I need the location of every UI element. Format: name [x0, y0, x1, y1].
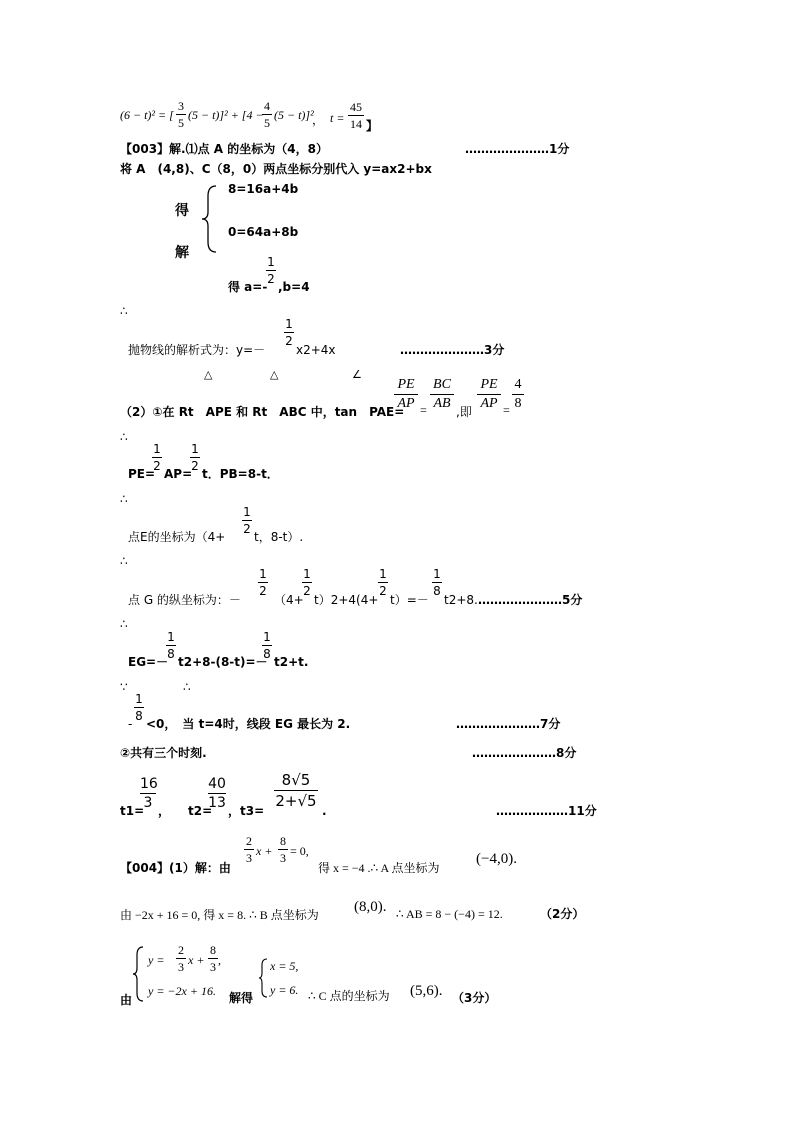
score-8: …………………8分 [472, 746, 577, 760]
point-c-coords: (5,6). [410, 983, 443, 999]
ab-length: ∴ AB = 8 − (−4) = 12. [396, 907, 503, 921]
eg-a: t2+8-(8-t)=－ [178, 655, 268, 669]
part2-text: （2）①在 Rt APE 和 Rt ABC 中，tan PAE= [120, 405, 405, 419]
pe-line-c: t．PB=8-t． [202, 467, 279, 481]
negative-sign: - [128, 717, 133, 731]
point-g-prefix: 点 G 的纵坐标为：－ [128, 593, 241, 607]
equals-sign: = [420, 403, 427, 417]
angle-symbol: ∠ [352, 368, 362, 381]
top-equation-comma: ， [312, 113, 325, 127]
result-b: ,b=4 [278, 280, 310, 294]
point-e-suffix: t，8-t）. [254, 530, 304, 544]
sys-eq1-b: x + [188, 953, 205, 967]
top-equation-mid1: (5 − t)]² + [4 − [188, 108, 264, 122]
therefore-symbol: ∴ [120, 554, 128, 568]
t1-label: t1= [120, 804, 145, 818]
parabola-prefix: 抛物线的解析式为：y=－ [128, 343, 266, 357]
fraction-8sqrt5: 8√5 2+√5 [275, 771, 317, 810]
fraction-pe-ap: PE AP [394, 377, 418, 412]
point-c-text: ∴ C 点的坐标为 [308, 989, 390, 1003]
parabola-suffix: x2+4x [296, 343, 336, 357]
therefore-symbol: ∴ [120, 617, 128, 631]
fraction-1-2: 1 2 [303, 567, 311, 598]
fraction-1-2: 1 2 [379, 567, 387, 598]
equals-zero: = 0, [290, 844, 309, 858]
p003-heading: 【003】解.⑴点 A 的坐标为（4，8） [120, 142, 328, 156]
fraction-8-3: 8 3 [210, 943, 216, 974]
point-a-coords: (−4,0). [476, 851, 517, 867]
solve-x-text: 得 x = −4 .∴ A 点坐标为 [318, 861, 440, 875]
fraction-8-3: 8 3 [280, 834, 286, 865]
therefore-symbol: ∴ [120, 492, 128, 506]
fraction-pe-ap-2: PE AP [477, 377, 501, 412]
three-moments-text: ②共有三个时刻. [120, 746, 207, 760]
p004-heading: 【004】(1）解：由 [120, 861, 231, 875]
fraction-1-2: 1 2 [191, 442, 199, 473]
solve-text: 解得 [229, 991, 254, 1005]
top-equation-t: t = [330, 111, 345, 125]
t3-label: ，t3= [228, 804, 265, 818]
you-text: 由 [120, 993, 133, 1007]
sys-eq1-a: y = [148, 953, 165, 967]
point-g-c: t）=－ [390, 593, 429, 607]
top-equation-close: 】 [366, 119, 379, 133]
label-de: 得 [175, 203, 189, 219]
sys-eq1-comma: , [218, 953, 221, 967]
score-7: …………………7分 [456, 717, 561, 731]
fraction-1-2: 1 2 [153, 442, 161, 473]
therefore-symbol: ∴ [120, 304, 128, 318]
because-symbol: ∵ [120, 680, 128, 694]
score-3-b: （3分） [452, 991, 497, 1005]
fraction-40-13: 40 13 [208, 776, 226, 811]
score-5: …………………5分 [478, 593, 583, 607]
therefore-symbol: ∴ [120, 430, 128, 444]
fraction-1-2: 1 2 [259, 567, 267, 598]
score-1: …………………1分 [465, 142, 570, 156]
point-g-a: （4+ [274, 593, 304, 607]
fraction-45-14: 45 14 [350, 100, 362, 131]
pe-line-a: PE= [128, 467, 156, 481]
therefore-symbol: ∴ [183, 680, 191, 694]
point-e-prefix: 点E的坐标为（4+ [128, 530, 226, 544]
fraction-4-5: 4 5 [264, 99, 270, 130]
fraction-16-3: 16 3 [140, 776, 158, 811]
equation-2: 0=64a+8b [228, 225, 299, 239]
system-brace [132, 945, 146, 1003]
left-brace [200, 184, 220, 254]
fraction-4-8: 4 8 [512, 377, 524, 412]
fraction-1-8: 1 8 [433, 567, 441, 598]
solution-x: x = 5, [270, 959, 299, 973]
fraction-1-2-parab: 1 2 [285, 317, 293, 348]
fraction-1-2: 1 2 [243, 505, 251, 536]
result-a-prefix: 得 a=- [228, 280, 268, 294]
score-2: （2分） [540, 907, 585, 921]
fraction-3-5: 3 5 [178, 99, 184, 130]
fraction-2-3: 2 3 [246, 834, 252, 865]
equals-sign: = [503, 403, 510, 417]
top-equation-mid2: (5 − t)]² [274, 108, 314, 122]
triangle-symbol: △ [204, 368, 213, 381]
solution-brace [258, 957, 270, 999]
solution-y: y = 6. [270, 983, 299, 997]
t3-period: . [322, 804, 327, 818]
line-b-text: 由 −2x + 16 = 0, 得 x = 8. ∴ B 点坐标为 [120, 908, 319, 922]
point-g-d: t2+8. [444, 593, 478, 607]
pe-line-b: AP= [164, 467, 193, 481]
fraction-bc-ab: BC AB [430, 377, 454, 412]
point-b-coords: (8,0). [354, 899, 387, 915]
eg-b: t2+t. [274, 655, 309, 669]
equation-1: 8=16a+4b [228, 182, 299, 196]
x-plus: x + [256, 844, 273, 858]
point-g-b: t）2+4(4+ [314, 593, 379, 607]
top-equation-lhs: (6 − t)² = [ [120, 108, 174, 122]
sys-eq2: y = −2x + 16. [148, 984, 216, 998]
ji-text: ,即 [456, 405, 472, 419]
triangle-symbol: △ [270, 368, 279, 381]
score-3: …………………3分 [400, 343, 505, 357]
fraction-2-3: 2 3 [178, 943, 184, 974]
label-jie: 解 [175, 245, 189, 261]
t2-label: ， t2= [158, 804, 213, 818]
fraction-1-8: 1 8 [135, 692, 143, 723]
fraction-1-2-a: 1 2 [267, 255, 275, 286]
fraction-1-8: 1 8 [263, 630, 271, 661]
p003-line2: 将 A (4,8)、C（8，0）两点坐标分别代入 y=ax2+bx [120, 162, 432, 176]
eg-max-text: <0， 当 t=4时，线段 EG 最长为 2. [146, 717, 351, 731]
fraction-1-8: 1 8 [167, 630, 175, 661]
score-11: ………………11分 [496, 804, 597, 818]
eg-prefix: EG=－ [128, 655, 169, 669]
